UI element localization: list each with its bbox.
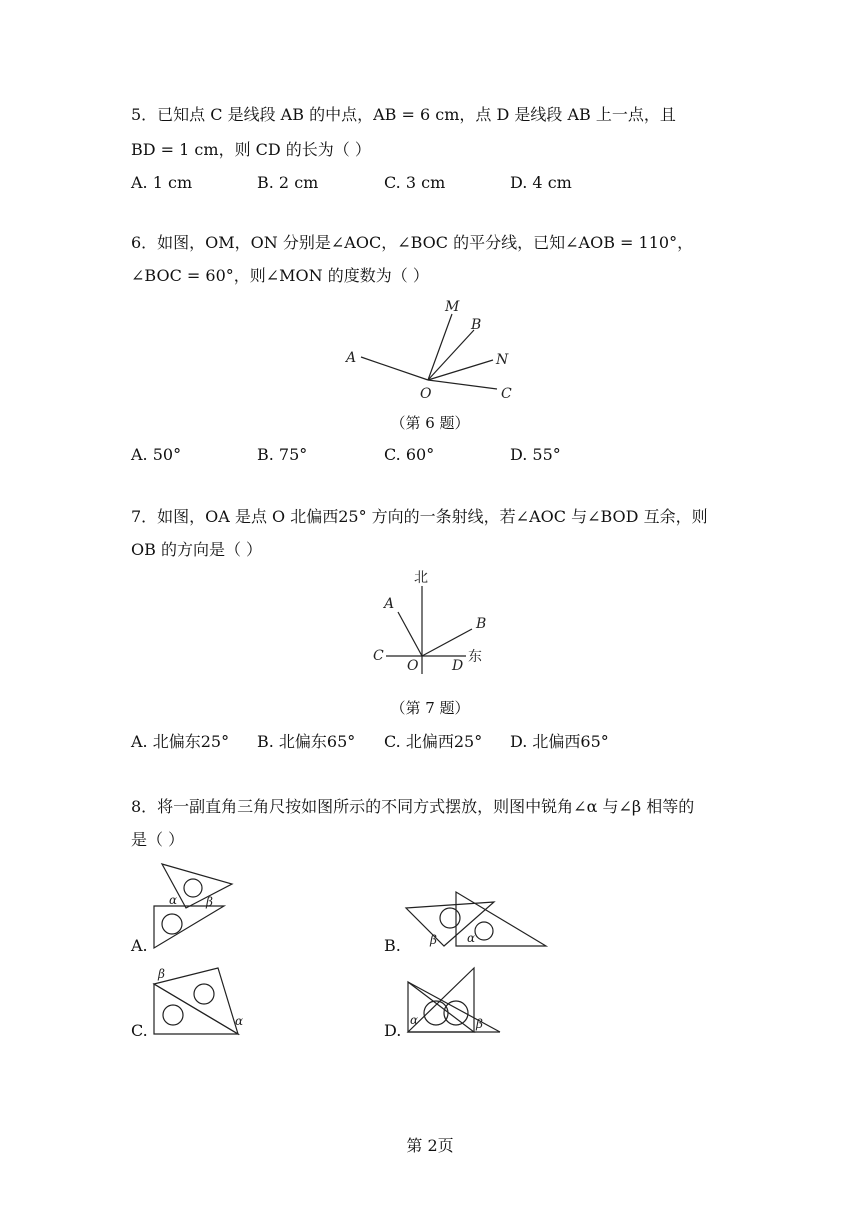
q7-text-line2: OB 的方向是（ ） — [131, 540, 263, 559]
ray-om — [428, 314, 452, 380]
label-a: A — [346, 350, 357, 366]
label-east: 东 — [468, 649, 482, 665]
lower-triangle-hole — [163, 1005, 183, 1025]
alpha-label-c: α — [235, 1014, 244, 1028]
ray-oc — [428, 380, 497, 389]
label-north: 北 — [414, 570, 428, 586]
q6-option-c[interactable]: C. 60° — [384, 445, 435, 464]
ray-oa — [361, 357, 428, 380]
q8-option-d-label[interactable]: D. — [384, 1021, 402, 1040]
q8-option-b-label[interactable]: B. — [384, 936, 401, 955]
ray-oa — [398, 612, 422, 656]
alpha-label-a: α — [169, 893, 178, 907]
q7-caption: （第 7 题） — [390, 699, 470, 717]
q5-option-a[interactable]: A. 1 cm — [131, 173, 193, 192]
q7-figure — [360, 566, 500, 676]
q8-figure-b[interactable] — [402, 888, 552, 950]
alpha-label-b: α — [467, 931, 476, 945]
label-o: O — [407, 658, 419, 674]
q5-option-d[interactable]: D. 4 cm — [510, 173, 572, 192]
label-c: C — [373, 648, 384, 664]
q5-text-line2: BD = 1 cm，则 CD 的长为（ ） — [131, 140, 371, 159]
q7-option-b[interactable]: B. 北偏东65° — [257, 732, 356, 751]
q7-option-a[interactable]: A. 北偏东25° — [131, 732, 230, 751]
label-m: M — [445, 299, 460, 315]
upper-triangle-hole — [184, 879, 202, 897]
label-n: N — [496, 352, 509, 368]
lower-triangle-hole — [162, 914, 182, 934]
upper-triangle — [154, 968, 238, 1034]
q8-option-a-label[interactable]: A. — [131, 936, 148, 955]
beta-label-b: β — [430, 933, 437, 947]
q7-text-line1: 7．如图，OA 是点 O 北偏西25° 方向的一条射线，若∠AOC 与∠BOD 互余，则 — [131, 507, 708, 526]
label-o: O — [420, 386, 432, 402]
q6-text-line2: ∠BOC = 60°，则∠MON 的度数为（ ） — [131, 266, 429, 285]
q6-option-d[interactable]: D. 55° — [510, 445, 561, 464]
q8-text-line1: 8．将一副直角三角尺按如图所示的不同方式摆放，则图中锐角∠α 与∠β 相等的 — [131, 797, 695, 816]
q8-figure-d[interactable] — [404, 964, 504, 1036]
q6-text-line1: 6．如图，OM，ON 分别是∠AOC，∠BOC 的平分线，已知∠AOB = 110°， — [131, 233, 694, 252]
q8-option-c-label[interactable]: C. — [131, 1021, 148, 1040]
upper-triangle-hole — [194, 984, 214, 1004]
label-b: B — [476, 616, 487, 632]
q8-text-line2: 是（ ） — [131, 830, 185, 849]
q6-option-b[interactable]: B. 75° — [257, 445, 308, 464]
q8-figure-c[interactable] — [148, 962, 248, 1040]
page-number: 第 2页 — [406, 1136, 454, 1155]
beta-label-a: β — [206, 895, 213, 909]
right-triangle-hole — [475, 922, 493, 940]
q6-option-a[interactable]: A. 50° — [131, 445, 182, 464]
label-b: B — [471, 317, 482, 333]
alpha-label-d: α — [410, 1013, 419, 1027]
q5-text-line1: 5．已知点 C 是线段 AB 的中点，AB = 6 cm，点 D 是线段 AB 上一点，且 — [131, 105, 676, 124]
q6-figure — [330, 294, 530, 406]
lower-triangle — [154, 906, 224, 948]
beta-label-c: β — [158, 967, 165, 981]
label-a: A — [384, 596, 395, 612]
left-triangle-hole — [440, 908, 460, 928]
q8-figure-a[interactable] — [148, 858, 238, 953]
q7-option-c[interactable]: C. 北偏西25° — [384, 732, 483, 751]
beta-label-d: β — [476, 1017, 483, 1031]
label-d: D — [452, 658, 464, 674]
q5-option-b[interactable]: B. 2 cm — [257, 173, 319, 192]
q7-option-d[interactable]: D. 北偏西65° — [510, 732, 609, 751]
ray-ob — [422, 629, 472, 656]
q5-option-c[interactable]: C. 3 cm — [384, 173, 446, 192]
q6-caption: （第 6 题） — [390, 414, 470, 432]
label-c: C — [501, 386, 512, 402]
